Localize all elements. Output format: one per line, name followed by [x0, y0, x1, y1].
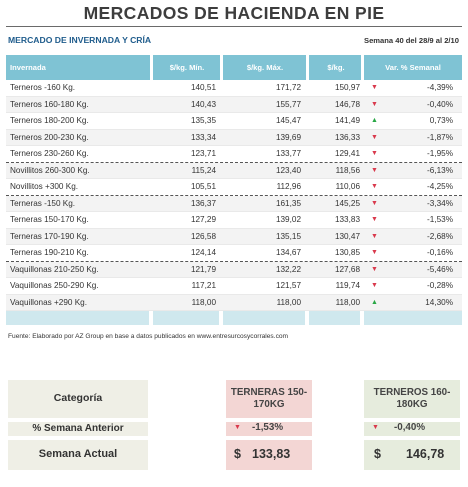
row-max-price: 112,96: [276, 182, 301, 191]
variation-value: -0,40%: [427, 99, 453, 109]
row-min-price: 133,34: [190, 132, 216, 142]
down-arrow-icon: ▼: [371, 249, 378, 256]
table-row: [6, 163, 462, 180]
row-avg-price: 146,78: [334, 99, 360, 109]
variation-value: -4,25%: [427, 182, 453, 191]
row-max-price: 139,69: [275, 132, 301, 142]
col-header-min: $/kg. Mín.: [169, 63, 205, 72]
row-max-price: 155,77: [275, 99, 301, 109]
table-row: [6, 113, 462, 130]
down-arrow-icon: ▼: [371, 100, 378, 108]
row-avg-price: 133,83: [334, 215, 360, 224]
table-row: [6, 179, 462, 196]
row-avg-price: 141,49: [334, 116, 360, 125]
row-min-price: 118,00: [191, 297, 216, 307]
category-label: Categoría: [53, 392, 103, 404]
row-variation: [364, 196, 462, 212]
header-separator: [150, 55, 153, 80]
header-separator: [220, 55, 223, 80]
variation-value: -0,16%: [427, 248, 453, 257]
table-row: [6, 262, 462, 279]
table-row: [6, 245, 462, 262]
row-avg-price: 130,47: [334, 231, 360, 241]
col-header-max: $/kg. Máx.: [246, 63, 284, 72]
row-avg-price: 110,06: [335, 182, 360, 191]
down-arrow-icon: ▼: [371, 282, 378, 289]
section-subtitle: MERCADO DE INVERNADA Y CRÍA: [8, 35, 152, 45]
up-arrow-icon: ▲: [371, 117, 378, 124]
terneros-price-box: [364, 440, 460, 470]
table-row: [6, 212, 462, 229]
footer-cell: [6, 311, 149, 325]
currency-symbol: $: [374, 447, 381, 461]
terneras-change-box: [226, 422, 312, 436]
row-min-price: 105,51: [190, 182, 216, 191]
table-header-row: [6, 55, 462, 80]
row-avg-price: 130,85: [334, 248, 360, 257]
down-arrow-icon: ▼: [371, 199, 378, 207]
down-arrow-icon: ▼: [371, 216, 378, 223]
row-min-price: 127,29: [190, 215, 216, 224]
row-min-price: 136,37: [190, 198, 216, 208]
row-category: Vaquillonas +290 Kg.: [10, 297, 88, 307]
footer-cell: [153, 311, 219, 325]
footer-cell: [364, 311, 462, 325]
table-body: [6, 80, 462, 311]
row-category: Terneros 180-200 Kg.: [10, 116, 89, 125]
row-max-price: 135,15: [275, 231, 301, 241]
down-arrow-icon: ▼: [371, 133, 378, 141]
row-max-price: 171,72: [275, 83, 301, 92]
table-row: [6, 146, 462, 163]
row-variation: [364, 245, 462, 261]
table-row: [6, 97, 462, 114]
down-arrow-icon: ▼: [372, 424, 379, 431]
row-variation: [364, 212, 462, 228]
row-min-price: 123,71: [190, 149, 216, 158]
terneras-price-box: [226, 440, 312, 470]
row-avg-price: 150,97: [334, 83, 360, 92]
footer-cell: [309, 311, 360, 325]
terneros-change-box: [364, 422, 460, 436]
footer-cell: [223, 311, 305, 325]
row-avg-price: 136,33: [334, 132, 360, 142]
terneras-change: -1,53%: [252, 422, 284, 433]
category-label-box: [8, 380, 148, 418]
summary-panel: [6, 378, 462, 478]
down-arrow-icon: ▼: [371, 150, 378, 157]
table-row: [6, 196, 462, 213]
terneros-price: 146,78: [406, 447, 445, 461]
terneros-head-box: [364, 380, 460, 418]
table-row: [6, 229, 462, 246]
row-category: Terneros 230-260 Kg.: [10, 149, 89, 158]
row-variation: [364, 295, 462, 311]
terneros-change: -0,40%: [394, 422, 426, 433]
week-label: Semana 40 del 28/9 al 2/10: [364, 36, 459, 45]
row-variation: [364, 130, 462, 146]
prices-table: [6, 55, 462, 325]
row-max-price: 133,77: [275, 149, 301, 158]
row-category: Vaquillonas 210-250 Kg.: [10, 264, 99, 274]
variation-value: -5,46%: [427, 264, 453, 274]
row-min-price: 115,24: [191, 165, 216, 175]
row-max-price: 134,67: [275, 248, 301, 257]
row-avg-price: 127,68: [334, 264, 360, 274]
row-category: Vaquillonas 250-290 Kg.: [10, 281, 99, 290]
row-variation: [364, 113, 462, 129]
down-arrow-icon: ▼: [371, 232, 378, 240]
col-header-avg: $/kg.: [327, 63, 345, 72]
table-row: [6, 295, 462, 312]
variation-value: -2,68%: [427, 231, 453, 241]
row-category: Terneros -160 Kg.: [10, 83, 76, 92]
variation-value: 14,30%: [425, 297, 453, 307]
row-variation: [364, 229, 462, 245]
row-variation: [364, 146, 462, 162]
row-max-price: 123,40: [275, 165, 301, 175]
terneras-head-box: [226, 380, 312, 418]
row-max-price: 121,57: [275, 281, 301, 290]
row-min-price: 140,43: [190, 99, 216, 109]
row-category: Terneras -150 Kg.: [10, 198, 76, 208]
variation-value: -4,39%: [427, 83, 453, 92]
row-variation: [364, 97, 462, 113]
down-arrow-icon: ▼: [371, 84, 378, 91]
down-arrow-icon: ▼: [371, 265, 378, 273]
row-avg-price: 118,56: [335, 165, 360, 175]
row-category: Terneras 190-210 Kg.: [10, 248, 89, 257]
row-min-price: 121,79: [190, 264, 216, 274]
current-week-label-box: [8, 440, 148, 470]
row-category: Terneras 150-170 Kg.: [10, 215, 89, 224]
variation-value: -3,34%: [427, 198, 453, 208]
row-variation: [364, 278, 462, 294]
variation-value: 0,73%: [429, 116, 453, 125]
header-separator: [306, 55, 309, 80]
col-header-var: Var. % Semanal: [385, 63, 441, 72]
row-variation: [364, 179, 462, 195]
table-row: [6, 80, 462, 97]
row-max-price: 145,47: [275, 116, 301, 125]
title-divider: [6, 26, 462, 27]
row-max-price: 132,22: [275, 264, 301, 274]
row-category: Terneros 160-180 Kg.: [10, 99, 89, 109]
down-arrow-icon: ▼: [234, 424, 241, 431]
prev-week-label-box: [8, 422, 148, 436]
row-category: Terneros 200-230 Kg.: [10, 132, 89, 142]
table-footer-row: [6, 311, 462, 325]
row-min-price: 126,58: [190, 231, 216, 241]
row-avg-price: 129,41: [334, 149, 360, 158]
row-min-price: 135,35: [190, 116, 216, 125]
variation-value: -1,95%: [427, 149, 453, 158]
row-avg-price: 118,00: [335, 297, 360, 307]
down-arrow-icon: ▼: [371, 166, 378, 174]
variation-value: -1,87%: [427, 132, 453, 142]
prev-week-label: % Semana Anterior: [32, 423, 124, 434]
terneras-price: 133,83: [252, 447, 291, 461]
row-max-price: 139,02: [275, 215, 301, 224]
row-category: Novillitos +300 Kg.: [10, 182, 79, 191]
row-variation: [364, 262, 462, 278]
page-title: MERCADOS DE HACIENDA EN PIE: [83, 3, 385, 23]
row-category: Terneras 170-190 Kg.: [10, 231, 89, 241]
col-header-category: Invernada: [10, 63, 46, 72]
row-avg-price: 145,25: [334, 198, 360, 208]
row-min-price: 140,51: [190, 83, 216, 92]
down-arrow-icon: ▼: [371, 183, 378, 190]
up-arrow-icon: ▲: [371, 298, 378, 306]
variation-value: -6,13%: [427, 165, 453, 175]
row-variation: [364, 80, 462, 96]
table-row: [6, 278, 462, 295]
row-min-price: 124,14: [190, 248, 216, 257]
terneras-category: TERNERAS 150-170KG: [230, 387, 308, 410]
variation-value: -1,53%: [427, 215, 453, 224]
variation-value: -0,28%: [427, 281, 453, 290]
row-category: Novillitos 260-300 Kg.: [10, 165, 90, 175]
row-max-price: 118,00: [276, 297, 301, 307]
row-variation: [364, 163, 462, 179]
currency-symbol: $: [234, 447, 241, 461]
row-max-price: 161,35: [275, 198, 301, 208]
table-row: [6, 130, 462, 147]
terneros-category: TERNEROS 160-180KG: [373, 387, 451, 410]
source-note: Fuente: Elaborado por AZ Group en base a datos publicados en www.entresurcosycorrales.com: [8, 333, 289, 340]
row-min-price: 117,21: [191, 281, 216, 290]
current-week-label: Semana Actual: [38, 448, 118, 460]
row-avg-price: 119,74: [335, 281, 360, 290]
